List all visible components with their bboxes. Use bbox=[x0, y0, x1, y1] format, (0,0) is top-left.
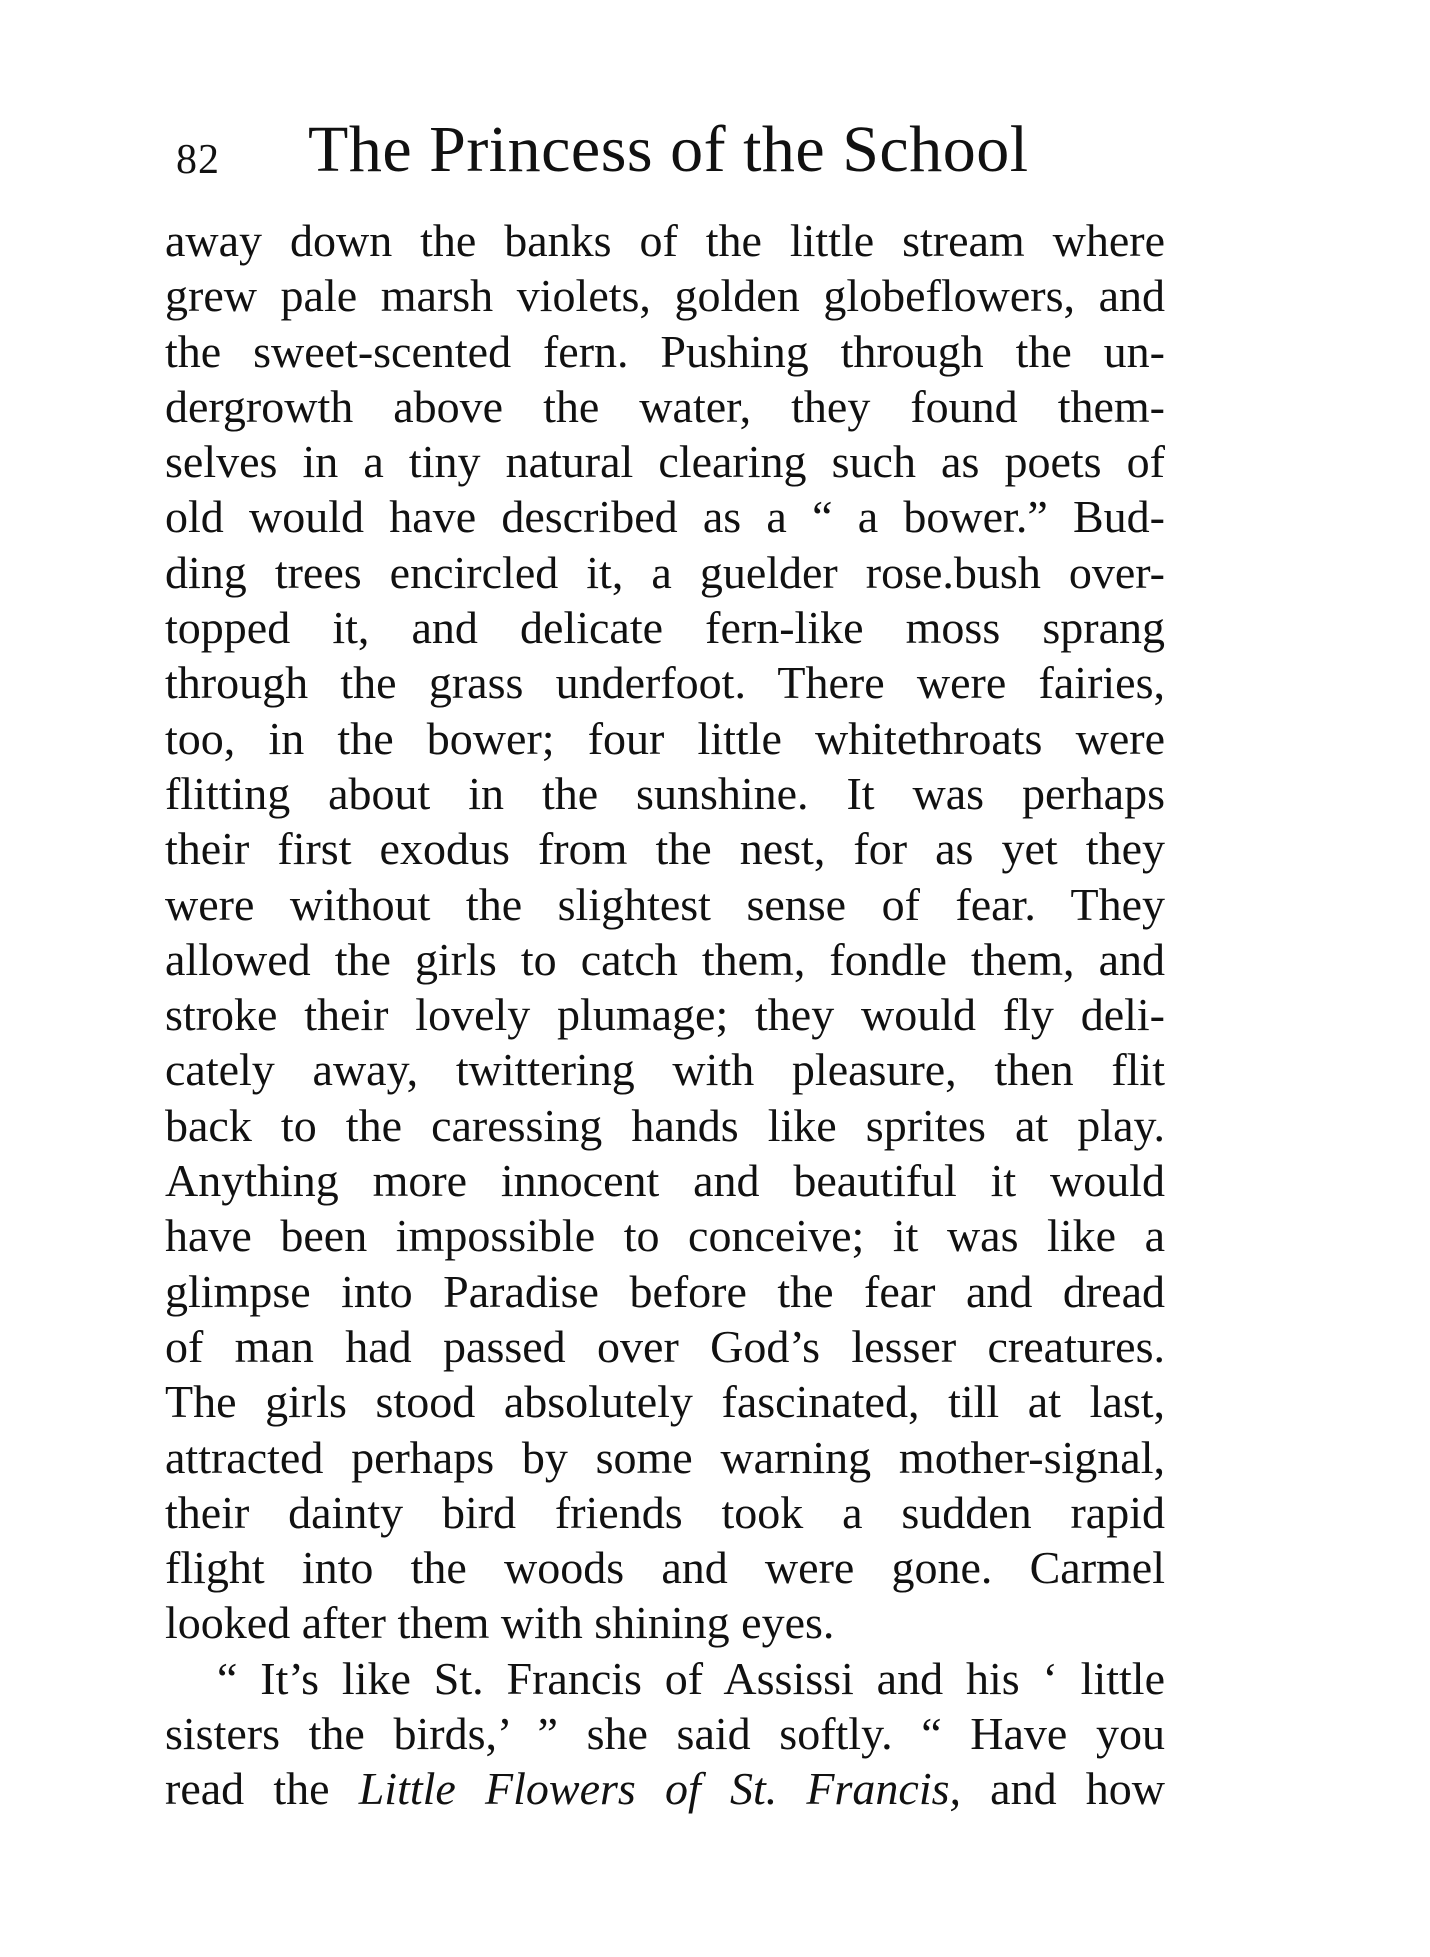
text-line: flitting about in the sunshine. It was perhaps bbox=[165, 767, 1165, 819]
text-fragment: and how bbox=[961, 1763, 1165, 1815]
paragraph-end-line: looked after them with shining eyes. bbox=[165, 1597, 835, 1649]
text-line: glimpse into Paradise before the fear and dread bbox=[165, 1265, 1165, 1317]
text-line-final bbox=[165, 1761, 1165, 1816]
text-line: their dainty bird friends took a sudden rapid bbox=[165, 1486, 1165, 1538]
text-line: attracted perhaps by some warning mother-signal, bbox=[165, 1431, 1165, 1483]
text-line: were without the slightest sense of fear. They bbox=[165, 878, 1165, 930]
text-line: selves in a tiny natural clearing such as poets of bbox=[165, 436, 1165, 488]
text-line: cately away, twittering with pleasure, then flit bbox=[165, 1044, 1165, 1096]
running-title: The Princess of the School bbox=[308, 113, 1029, 186]
text-line: old would have described as a “ a bower.” Bud- bbox=[165, 491, 1165, 543]
text-line: allowed the girls to catch them, fondle them, and bbox=[165, 933, 1165, 985]
text-line: stroke their lovely plumage; they would fly deli- bbox=[165, 989, 1165, 1041]
text-line: their first exodus from the nest, for as yet they bbox=[165, 823, 1165, 875]
text-line: dergrowth above the water, they found them- bbox=[165, 380, 1165, 432]
text-line: back to the caressing hands like sprites at play. bbox=[165, 1099, 1165, 1151]
text-line: topped it, and delicate fern-like moss sprang bbox=[165, 602, 1165, 654]
text-line: sisters the birds,’ ” she said softly. “ Have you bbox=[165, 1708, 1165, 1760]
text-line: flight into the woods and were gone. Carmel bbox=[165, 1542, 1165, 1594]
text-line: Anything more innocent and beautiful it would bbox=[165, 1155, 1165, 1207]
page-number: 82 bbox=[176, 137, 220, 183]
text-line: too, in the bower; four little whitethroats were bbox=[165, 712, 1165, 764]
page-header bbox=[170, 112, 1170, 192]
text-line: have been impossible to conceive; it was like a bbox=[165, 1210, 1165, 1262]
text-line: of man had passed over God’s lesser creatures. bbox=[165, 1320, 1165, 1372]
text-line: ding trees encircled it, a guelder rose.bush over- bbox=[165, 546, 1165, 598]
text-line: through the grass underfoot. There were fairies, bbox=[165, 657, 1165, 709]
text-line: away down the banks of the little stream where bbox=[165, 215, 1165, 266]
text-line: grew pale marsh violets, golden globeflowers, and bbox=[165, 270, 1165, 322]
text-line: the sweet-scented fern. Pushing through the un- bbox=[165, 325, 1165, 377]
book-title-italic: Little Flowers of St. Francis, bbox=[358, 1763, 961, 1815]
body-text bbox=[165, 213, 1165, 1817]
paragraph-start-line: “ It’s like St. Francis of Assissi and his ‘ little bbox=[217, 1652, 1165, 1704]
text-fragment: read the bbox=[165, 1763, 359, 1815]
text-line: The girls stood absolutely fascinated, till at last, bbox=[165, 1376, 1165, 1428]
